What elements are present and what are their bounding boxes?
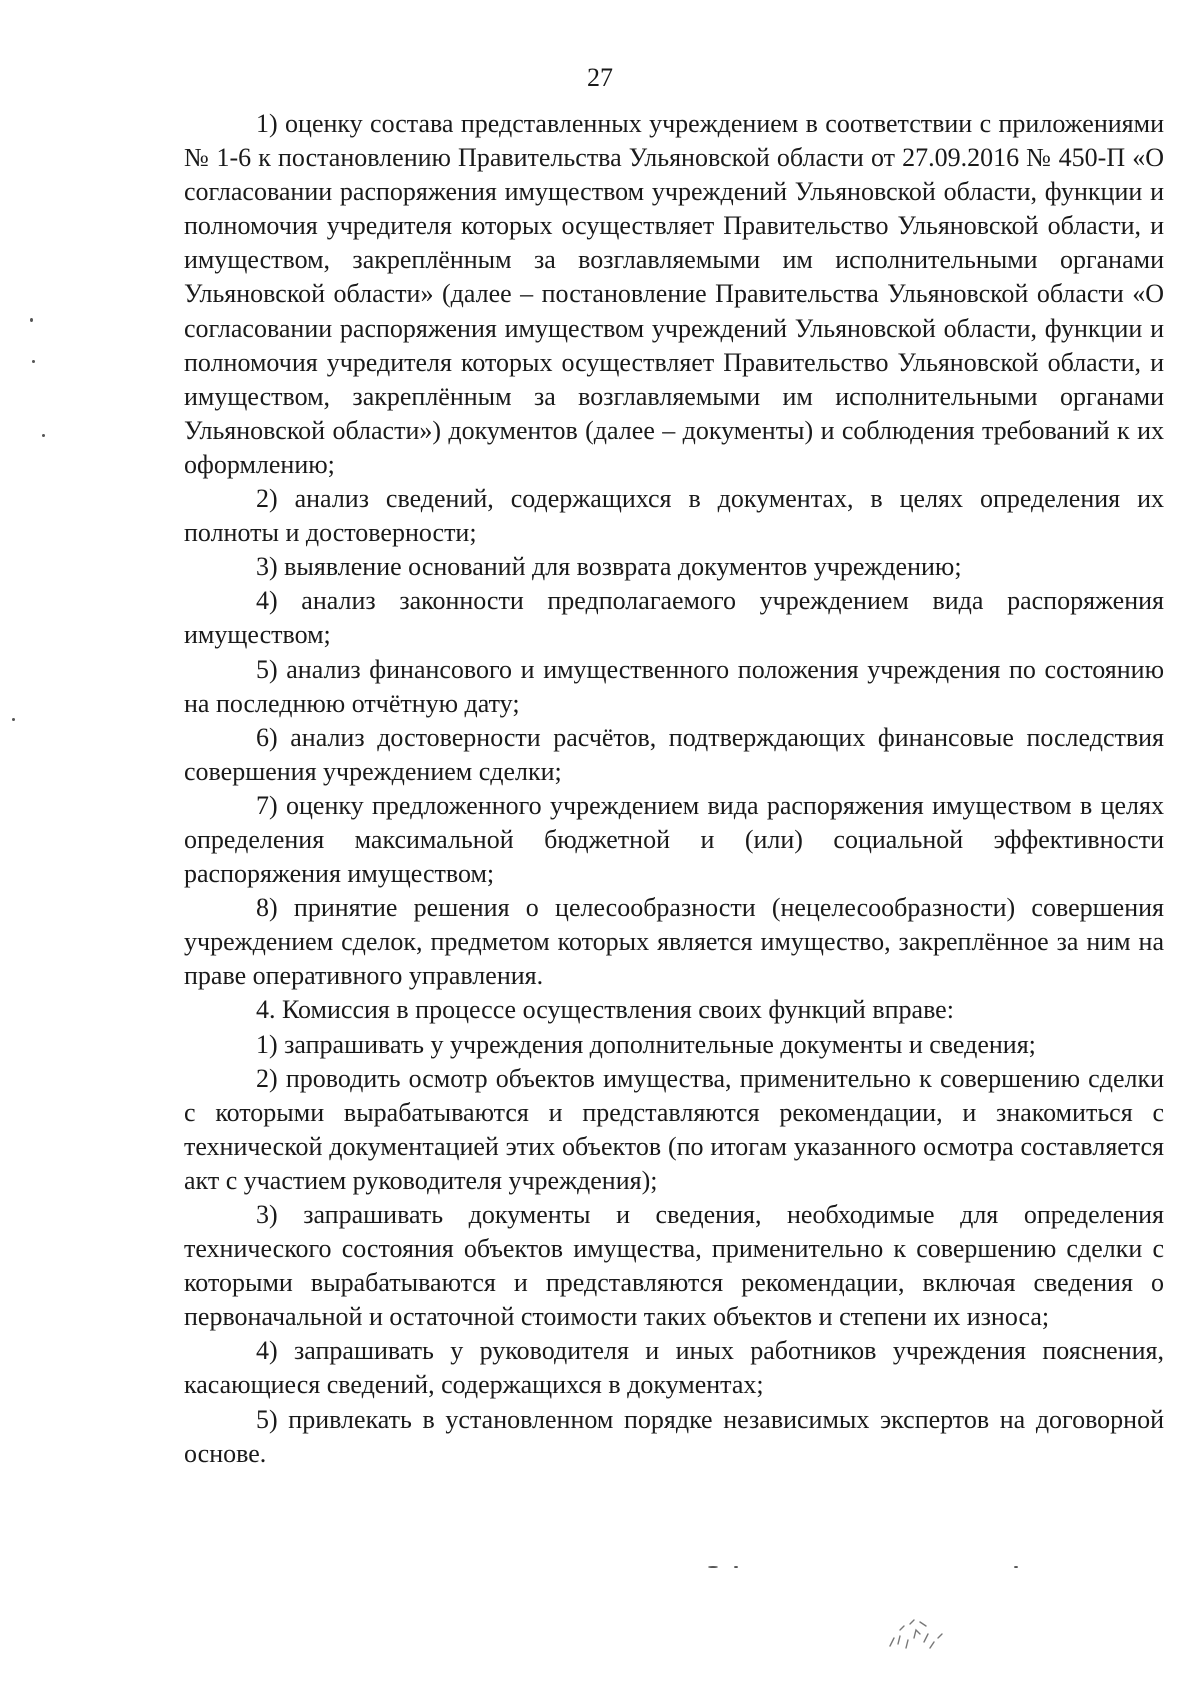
scan-speck	[734, 1566, 738, 1568]
scan-speck	[32, 360, 35, 363]
scan-speck	[30, 318, 33, 322]
paragraph-explanations: 4) запрашивать у руководителя и иных работников учреждения пояснения, касающиеся сведений, содержащихся в документах;	[184, 1336, 1164, 1400]
paragraph-efficiency-assessment: 7) оценку предложенного учреждением вида распоряжения имуществом в целях определения максимальной бюджетной и (или) социальной эффективности распоряжения имуществом;	[184, 790, 1164, 889]
paragraph-legality-analysis: 4) анализ законности предполагаемого учреждением вида распоряжения имуществом;	[184, 586, 1164, 650]
paragraph-decision: 8) принятие решения о целесообразности (нецелесообразности) совершения учреждением сделок, предметом которых является имущество, закреплённое за ним на праве оперативного управления.	[184, 893, 1164, 991]
document-body	[184, 107, 1164, 1471]
paragraph-technical-condition: 3) запрашивать документы и сведения, необходимые для определения технического состояния объектов имущества, применительно к совершению сделки с которыми вырабатываются и представляются рекомендации, включая сведения о первоначальной и остаточной стоимости таких объектов и степени их износа;	[184, 1200, 1164, 1332]
scan-speck	[42, 434, 45, 437]
paragraph-experts: 5) привлекать в установленном порядке независимых экспертов на договорной основе.	[184, 1404, 1164, 1468]
stamp-fragment	[880, 1608, 950, 1652]
scan-speck	[12, 718, 15, 721]
page-number: 27	[587, 63, 613, 92]
paragraph-inspection: 2) проводить осмотр объектов имущества, применительно к совершению сделки с которыми вырабатываются и представляются рекомендации, и знакомиться с технической документацией этих объектов (по итогам указанного осмотра составляется акт с участием руководителя учреждения);	[184, 1063, 1164, 1195]
paragraph-financial-analysis: 5) анализ финансового и имущественного положения учреждения по состоянию на последнюю отчётную дату;	[184, 654, 1164, 718]
paragraph-calculations-analysis: 6) анализ достоверности расчётов, подтверждающих финансовые последствия совершения учреждением сделки;	[184, 722, 1164, 786]
scan-speck	[708, 1566, 718, 1568]
paragraph-assessment-composition: 1) оценку состава представленных учреждением в соответствии с приложениями № 1-6 к постановлению Правительства Ульяновской области от 27.09.2016 № 450-П «О согласовании распоряжения имуществом учреждений Ульяновской области, функции и полномочия учредителя которых осуществляет Правительство Ульяновской области, и имуществом, закреплённым за возглавляемыми им исполнительными органами Ульяновской области» (далее – постановление Правительства Ульяновской области «О согласовании распоряжения имуществом учреждений Ульяновской области, функции и полномочия учредителя которых осуществляет Правительство Ульяновской области, и имуществом, закреплённым за возглавляемыми им исполнительными органами Ульяновской области») документов (далее – документы) и соблюдения требований к их оформлению;	[184, 109, 1164, 479]
paragraph-request-documents: 1) запрашивать у учреждения дополнительные документы и сведения;	[256, 1029, 1036, 1059]
paragraph-commission-rights: 4. Комиссия в процессе осуществления своих функций вправе:	[256, 995, 954, 1025]
paragraph-analysis-information: 2) анализ сведений, содержащихся в документах, в целях определения их полноты и достоверности;	[184, 484, 1164, 548]
paragraph-return-grounds: 3) выявление оснований для возврата документов учреждению;	[256, 552, 962, 582]
scan-speck	[1014, 1566, 1018, 1568]
